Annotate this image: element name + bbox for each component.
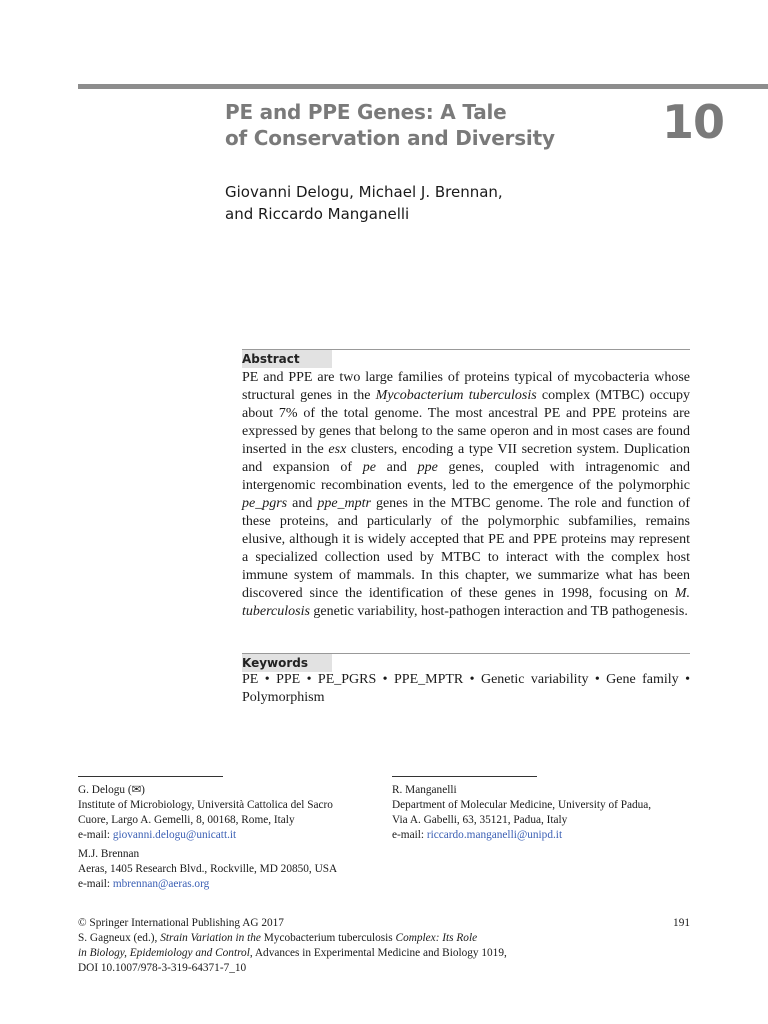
citation-italic-segment: Strain Variation in the	[160, 932, 261, 944]
abstract-segment: clusters, encoding a type VII secretion system. Duplication and expansion of	[242, 442, 691, 475]
email-link-brennan[interactable]: mbrennan@aeras.org	[112, 878, 210, 890]
chapter-title	[225, 99, 645, 151]
page-number: 191	[673, 917, 690, 929]
email-line	[392, 828, 651, 843]
citation-line-2	[78, 946, 690, 961]
abstract-segment: and	[287, 496, 318, 511]
affiliation-brennan	[78, 847, 337, 892]
abstract-segment: genes, coupled with intragenomic and intergenomic recombination events, led to the emergence of the polymorphic	[242, 460, 690, 493]
citation-segment: Mycobacterium tuberculosis	[260, 932, 396, 944]
chapter-number: 10	[661, 95, 724, 149]
abstract-italic-segment: pe	[362, 460, 376, 475]
affiliation-delogu	[78, 776, 333, 843]
footnote-rule	[392, 776, 537, 777]
abstract-italic-segment: pe_pgrs	[242, 496, 288, 511]
citation-line-1	[78, 931, 690, 946]
abstract-italic-segment: Mycobacterium tuberculosis	[375, 388, 537, 403]
abstract-heading: Abstract	[242, 350, 332, 368]
abstract-italic-segment: ppe	[417, 460, 438, 475]
author-name: R. Manganelli	[392, 784, 457, 796]
author-list	[225, 181, 675, 225]
abstract-italic-segment: M. tuberculosis	[242, 586, 690, 619]
footnote-rule	[78, 776, 223, 777]
author-name: M.J. Brennan	[78, 848, 140, 860]
chapter-top-rule	[78, 84, 768, 89]
abstract-italic-segment: esx	[328, 442, 347, 457]
chapter-title-line-2: of Conservation and Diversity	[225, 126, 555, 150]
doi: DOI 10.1007/978-3-319-64371-7_10	[78, 962, 247, 974]
affiliation-line: Aeras, 1405 Research Blvd., Rockville, MD 20850, USA	[78, 863, 338, 875]
affiliation-manganelli	[392, 776, 651, 843]
abstract-segment: and	[375, 460, 418, 475]
author-name: G. Delogu (✉)	[78, 784, 145, 796]
affiliation-line: Cuore, Largo A. Gemelli, 8, 00168, Rome, Italy	[78, 814, 295, 826]
email-label: e-mail:	[392, 829, 427, 841]
abstract-segment: complex (MTBC) occupy about 7% of the total genome. The most ancestral PE and PPE proteins are expressed by genes that belong to the same operon and in most cases are found inserted in the	[242, 388, 690, 457]
page-footer	[78, 916, 690, 976]
authors-line-2: and Riccardo Manganelli	[225, 205, 410, 223]
abstract-segment: PE and PPE are two large families of proteins typical of mycobacteria whose structural genes in the	[242, 370, 690, 403]
keywords-text: PE • PPE • PE_PGRS • PPE_MPTR • Genetic variability • Gene family • Polymorphism	[242, 672, 690, 705]
abstract-segment: genes in the MTBC genome. The role and function of these proteins, and particularly of the polymorphic subfamilies, remains elusive, although it is widely accepted that PE and PPE proteins may represent a specialized collection used by MTBC to interact with the complex host immune system of mammals. In this chapter, we summarize what has been discovered since the identification of these genes in 1998, focusing on	[242, 496, 690, 601]
chapter-title-line-1: PE and PPE Genes: A Tale	[225, 100, 507, 124]
email-line	[78, 828, 333, 843]
affiliation-line: Via A. Gabelli, 63, 35121, Padua, Italy	[392, 814, 568, 826]
affiliation-line: Institute of Microbiology, Università Cattolica del Sacro	[78, 799, 333, 811]
citation-italic-segment: in Biology, Epidemiology and Control	[78, 947, 250, 959]
email-label: e-mail:	[78, 878, 113, 890]
email-label: e-mail:	[78, 829, 113, 841]
abstract-text	[242, 369, 690, 621]
citation-segment: S. Gagneux (ed.),	[78, 932, 161, 944]
citation-segment: , Advances in Experimental Medicine and Biology 1019,	[249, 947, 507, 959]
authors-line-1: Giovanni Delogu, Michael J. Brennan,	[225, 183, 503, 201]
abstract-italic-segment: ppe_mptr	[317, 496, 371, 511]
abstract-segment: genetic variability, host-pathogen interaction and TB pathogenesis.	[309, 604, 688, 619]
affiliation-line: Department of Molecular Medicine, University of Padua,	[392, 799, 652, 811]
email-link-manganelli[interactable]: riccardo.manganelli@unipd.it	[426, 829, 563, 841]
email-link-delogu[interactable]: giovanni.delogu@unicatt.it	[112, 829, 237, 841]
citation-italic-segment: Complex: Its Role	[395, 932, 478, 944]
copyright: © Springer International Publishing AG 2017	[78, 917, 284, 929]
keywords-heading: Keywords	[242, 654, 332, 672]
email-line	[78, 877, 337, 892]
